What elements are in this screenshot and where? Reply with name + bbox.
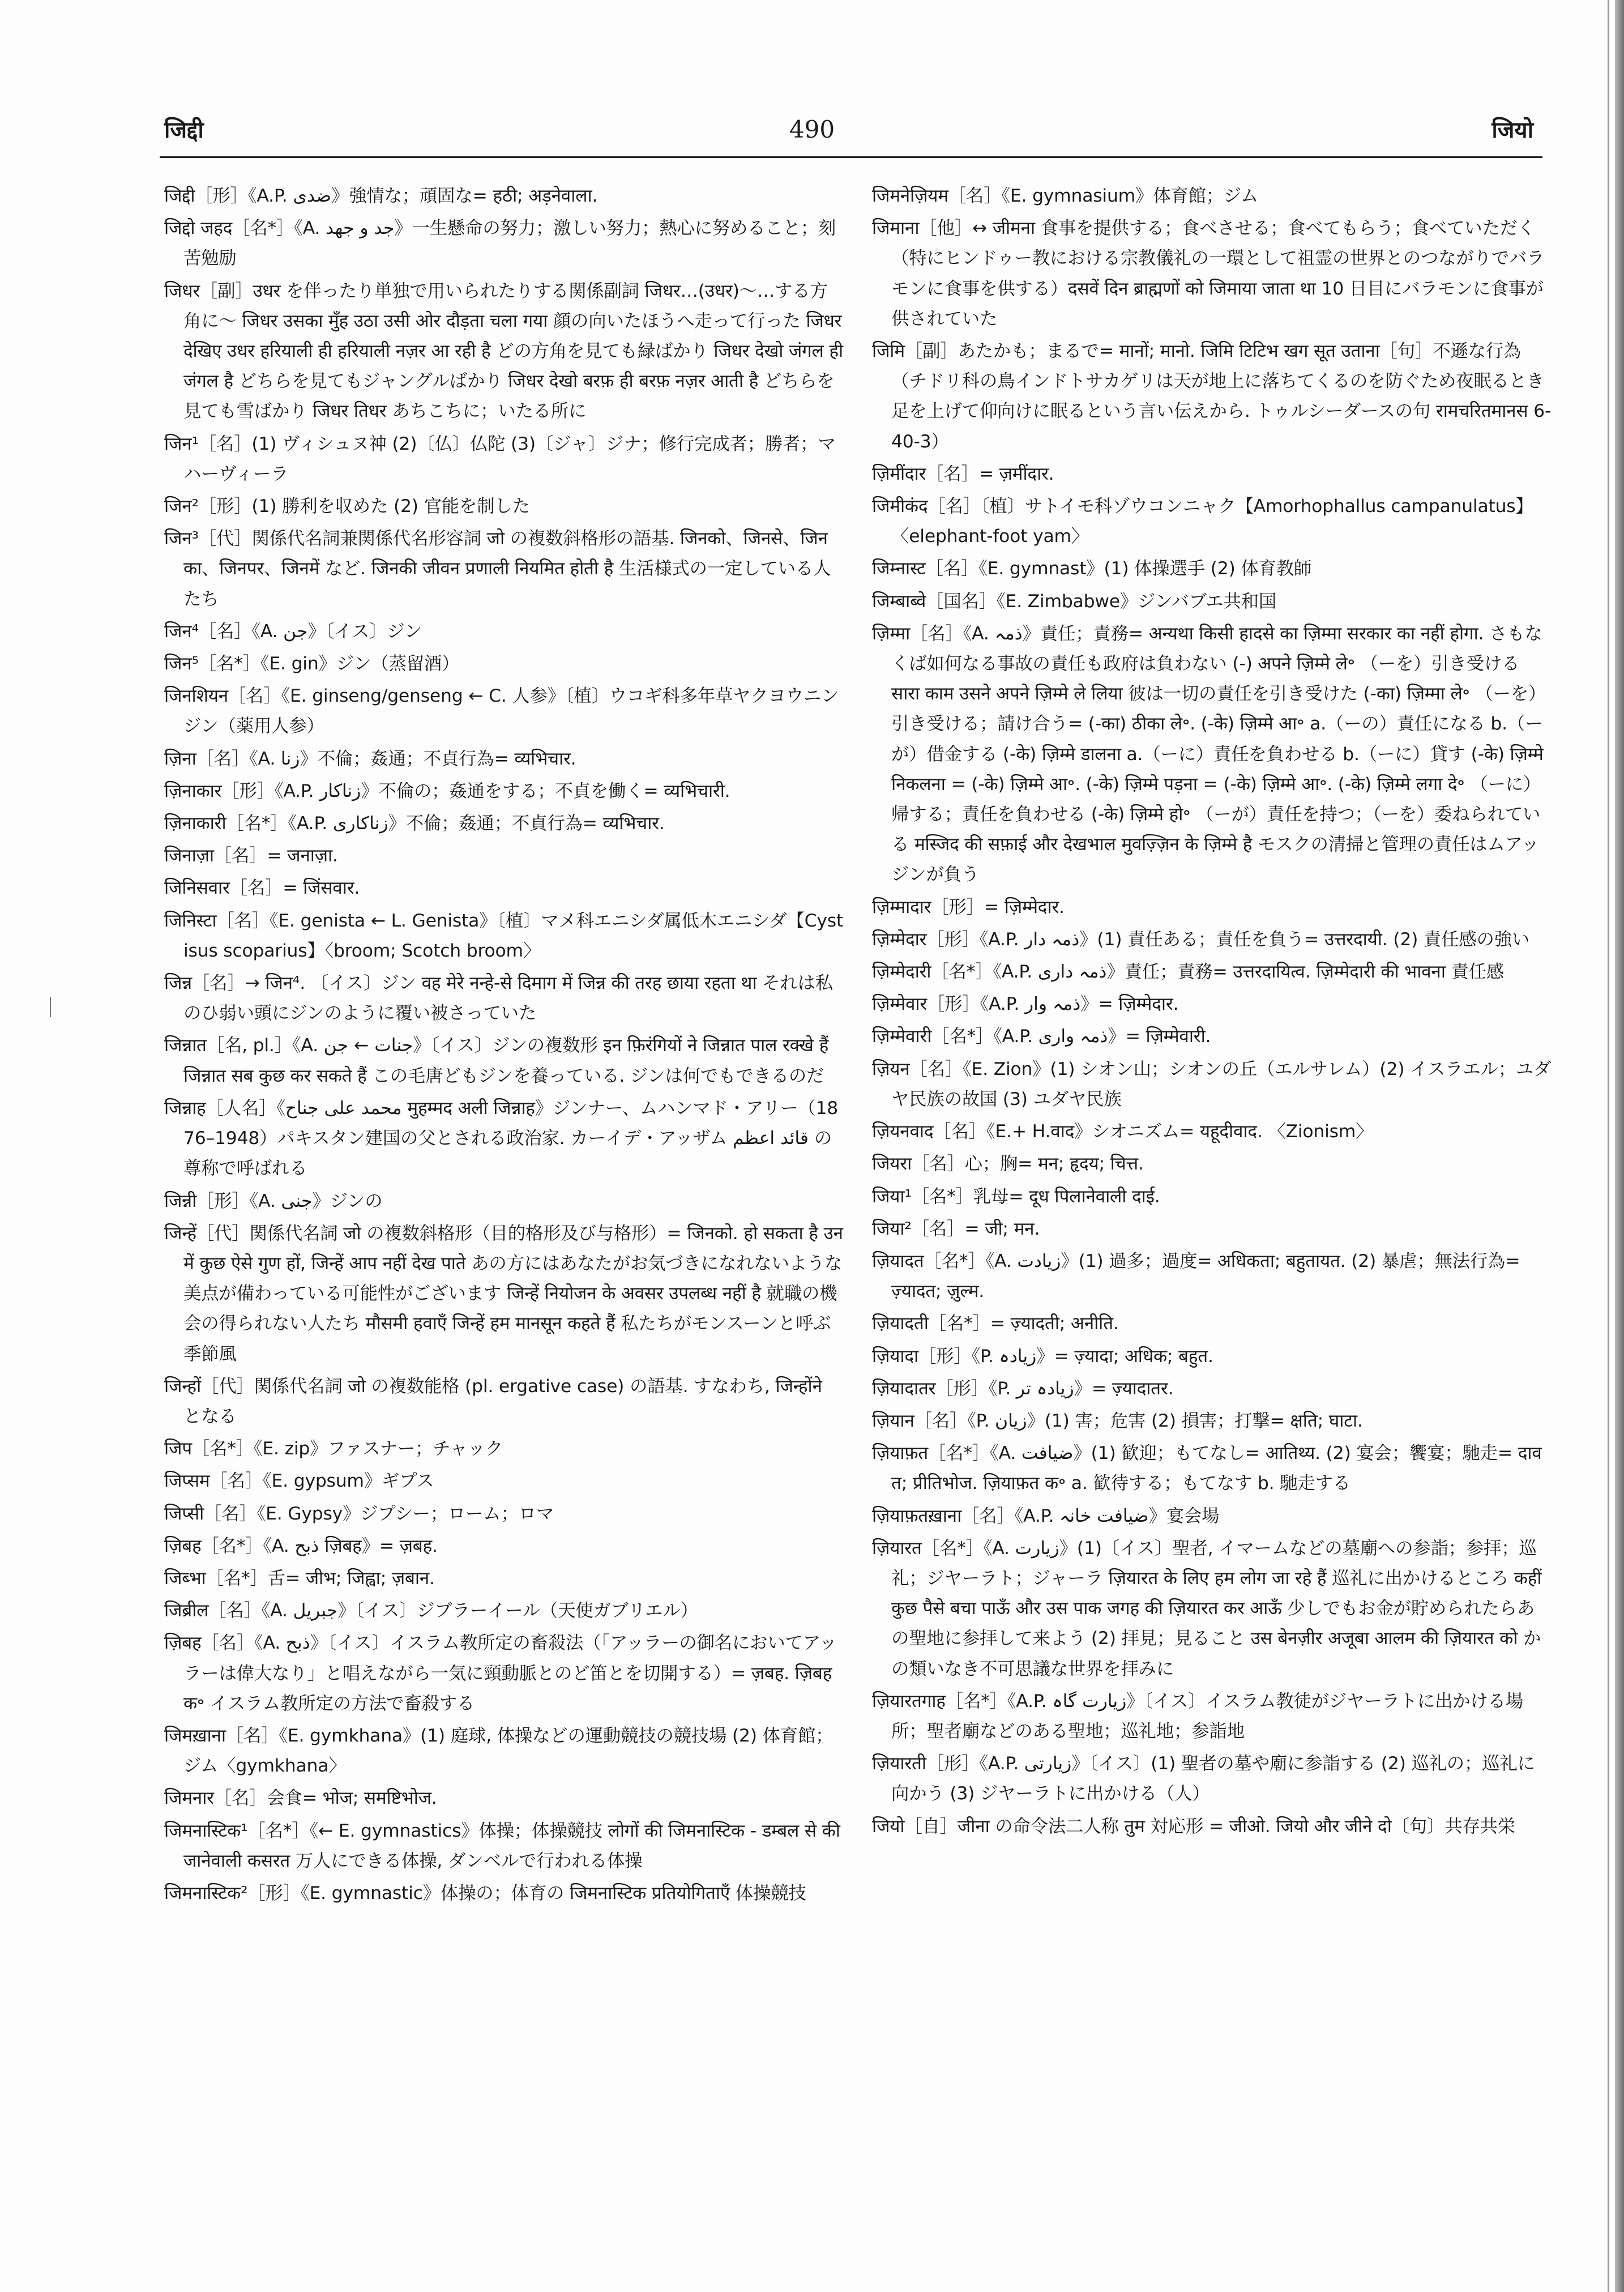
dictionary-entry: ज़िम्मा［名］《A. ذمہ》責任；責務= अन्यथा किसी हादसे का ज़िम्मा सरकार का नहीं होगा. さもなくば如何なる事故の責任も政府は負わない (-) अपने ज़िम्मे ले॰ （ーを）引き受ける सारा काम उसने अपने ज़िम्मे ले लिया 彼は一切の責任を引き受けた (-का) ज़िम्मा ले॰ （ーを）引き受ける；請け合う= (-का) ठीका ले॰. (-के) ज़िम्मे आ॰ a.（ーの）責任になる b.（ーが）借金する (-के) ज़िम्मे डालना a.（ーに）責任を負わせる b.（ーに）貸す (-के) ज़िम्मे निकलना = (-के) ज़िम्मे आ॰. (-के) ज़िम्मे पड़ना = (-के) ज़िम्मे आ॰. (-के) ज़िम्मे लगा दे॰ （ーに）帰する；責任を負わせる (-के) ज़िम्मे हो॰ （ーが）責任を持つ；（ーを）委ねられている मस्जिद की सफ़ाई और देखभाल मुवज़्ज़िन के ज़िम्मे है モスクの清掃と管理の責任はムアッジンが負う: [872, 623, 1546, 885]
dictionary-entry: ज़िबह［名*］《A. ذبح ज़िबह》= ज़बह.: [164, 1535, 438, 1556]
dictionary-entry: जिनिस्टा［名］《E. genista ← L. Genista》〔植〕マメ科エニシダ属低木エニシダ【Cystisus scoparius】〈broom; Scotch broom〉: [164, 910, 843, 961]
dictionary-entry: जिन¹［名］(1) ヴィシュヌ神 (2)〔仏〕仏陀 (3)〔ジャ〕ジナ；修行完成者；勝者；マハーヴィーラ: [164, 433, 836, 484]
dictionary-entry: जिया²［名］= जी; मन.: [872, 1218, 1040, 1239]
dictionary-entry: जियरा［名］心；胸= मन; हृदय; चित्त.: [872, 1154, 1144, 1175]
binding-edge: [1615, 0, 1624, 2292]
dictionary-entry: ज़ियाफ़तख़ाना［名］《A.P. ضیافت خانہ》宴会場: [872, 1505, 1220, 1526]
dictionary-entry: ज़िनाकार［形］《A.P. زناکار》不倫の；姦通をする；不貞を働く= व्यभिचारी.: [164, 780, 730, 801]
dictionary-entry: ज़िम्मेदार［形］《A.P. ذمہ دار》(1) 責任ある；責任を負う= उत्तरदायी. (2) 責任感の強い: [872, 929, 1530, 950]
dictionary-entry: जिम्नास्ट［名］《E. gymnast》(1) 体操選手 (2) 体育教師: [872, 558, 1312, 579]
binding-shadow-line: [1608, 0, 1609, 2292]
dictionary-entry: ज़िबह［名］《A. ذبح》〔イス〕イスラム教所定の畜殺法（「アッラーの御名においてアッラーは偉大なり」と唱えながら一気に頸動脈とのど笛とを切開する）= ज़बह. ज़िबह क॰ イスラム教所定の方法で畜殺する: [164, 1633, 837, 1714]
dictionary-entry: ज़िम्मेवारी［名*］《A.P. ذمہ واری》= ज़िम्मेवारी.: [872, 1026, 1211, 1047]
dictionary-entry: ज़ियादातर［形］《P. زیادہ تر》= ज़्यादातर.: [872, 1378, 1174, 1399]
dictionary-entry: जिमनेज़ियम［名］《E. gymnasium》体育館；ジム: [872, 186, 1259, 206]
dictionary-entry: ज़ियान［名］《P. زیان》(1) 害；危害 (2) 損害；打撃= क्षति; घाटा.: [872, 1410, 1363, 1431]
dictionary-entry: जिमनास्टिक¹［名*］《← E. gymnastics》体操；体操競技 लोगों की जिमनास्टिक - डम्बल से की जानेवाली कसरत 万人にできる体操, ダンベルで行われる体操: [164, 1820, 840, 1871]
dictionary-entry: जिप्सम［名］《E. gypsum》ギプス: [164, 1471, 434, 1492]
dictionary-entry: ज़िम्मादार［形］= ज़िम्मेदार.: [872, 897, 1065, 917]
page-number: 490: [789, 116, 835, 143]
dictionary-entry: ज़िना［名］《A. زنا》不倫；姦通；不貞行為= व्यभिचार.: [164, 748, 576, 769]
dictionary-entry: ज़ियादा［形］《P. زیادہ》= ज़्यादा; अधिक; बहुत.: [872, 1346, 1213, 1367]
right-column: [872, 181, 1552, 1842]
dictionary-entry: जिद्दी［形］《A.P. ضدی》強情な；頑固な= हठी; अड़नेवाला.: [164, 186, 598, 206]
dictionary-entry: ज़ियनवाद［名］《E.+ H.वाद》シオニズム= यहूदीवाद. 〈Zionism〉: [872, 1121, 1374, 1142]
dictionary-entry: जिब्भा［名*］舌= जीभ; जिह्वा; ज़बान.: [164, 1568, 435, 1589]
dictionary-entry: जिन्हों［代］関係代名詞 जो の複数能格 (pl. ergative case) の語基. すなわち, जिन्होंने となる: [164, 1376, 822, 1427]
dictionary-entry: जिनिसवार［名］= जिंसवार.: [164, 878, 360, 899]
dictionary-entry: जिमख़ाना［名］《E. gymkhana》(1) 庭球, 体操などの運動競技の競技場 (2) 体育館；ジム〈gymkhana〉: [164, 1725, 834, 1777]
dictionary-entry: जिन³［代］関係代名詞兼関係代名形容詞 जो の複数斜格形の語基. जिनको、जिनसे、जिनका、जिनपर、जिनमें など. जिनकी जीवन प्रणाली नियमित होती है 生活様式の一定している人たち: [164, 528, 831, 609]
dictionary-entry: ज़ियादती［名*］= ज़्यादती; अनीति.: [872, 1313, 1119, 1334]
dictionary-entry: जियो［自］जीना の命令法二人称 तुम 対応形 = जीओ. जियो और जीने दो〔句〕共存共栄: [872, 1816, 1515, 1837]
dictionary-entry: जिद्दो जहद［名*］《A. جد و جهد》一生懸命の努力；激しい努力；熱心に努めること；刻苦勉励: [164, 218, 836, 269]
dictionary-entry: जिन⁵［名*］《E. gin》ジン（蒸留酒）: [164, 654, 460, 675]
dictionary-entry: ज़िम्मेवार［形］《A.P. ذمہ وار》= ज़िम्मेदार.: [872, 994, 1179, 1015]
dictionary-entry: ज़ियादत［名*］《A. زیادت》(1) 過多；過度= अधिकता; बहुतायत. (2) 暴虐；無法行為= ज़्यादत; ज़ुल्म.: [872, 1250, 1520, 1302]
dictionary-entry: ज़ियारतगाह［名*］《A.P. زیارت گاہ》〔イス〕イスラム教徒がジヤーラトに出かける場所；聖者廟などのある聖地；巡礼地；参詣地: [872, 1691, 1524, 1742]
dictionary-entry: ज़ियारती［形］《A.P. زیارتی》〔イス〕(1) 聖者の墓や廟に参詣する (2) 巡礼の；巡礼に向かう (3) ジヤーラトに出かける（人）: [872, 1753, 1535, 1804]
left-guide-word: जिद्दी: [164, 117, 204, 143]
dictionary-entry: जिनाज़ा［名］= जनाज़ा.: [164, 846, 338, 867]
dictionary-entry: ज़ियारत［名*］《A. زیارت》(1)〔イス〕聖者, イマームなどの墓廟への参詣；参拝；巡礼；ジヤーラト；ジャーラ ज़ियारत के लिए हम लोग जा रहे हैं 巡礼に出かけるところ कहीं कुछ पैसे बचा पाऊँ और उस पाक जगह की ज़ियारत कर आऊँ 少しでもお金が貯められたらあの聖地に参拝して来よう (2) 拝見；見ること उस बेनज़ीर अजूबा आलम की ज़ियारत को かの類いなき不可思議な世界を拝みに: [872, 1538, 1542, 1679]
margin-mark: [50, 997, 51, 1017]
dictionary-entry: जिन्नात［名, pl.］《A. جنات ← جن》〔イス〕ジンの複数形 इन फ़िरंगियों ने जिन्नात पाल रक्खे हैं जिन्नात सब कुछ कर सकते हैं この毛唐どもジンを養っている. ジンは何でもできるのだ: [164, 1035, 829, 1086]
dictionary-entry: जिमनास्टिक²［形］《E. gymnastic》体操の；体育の जिमनास्टिक प्रतियोगिताएँ 体操競技: [164, 1883, 806, 1903]
dictionary-entry: ज़ियाफ़त［名*］《A. ضیافت》(1) 歓迎；もてなし= आतिथ्य. (2) 宴会；饗宴；馳走= दावत; प्रीतिभोज. ज़ियाफ़त क॰ a. 歓待する；もてなす b. 馳走する: [872, 1443, 1542, 1494]
dictionary-entry: जिन²［形］(1) 勝利を収めた (2) 官能を制した: [164, 496, 530, 517]
dictionary-entry: जिमीकंद［名］〔植〕サトイモ科ゾウコンニャク【Amorhophallus campanulatus】〈elephant-foot yam〉: [872, 496, 1533, 547]
dictionary-entry: जिन्नी［形］《A. جنی》ジンの: [164, 1190, 383, 1211]
dictionary-entry: जिधर［副］उधर を伴ったり単独で用いられたりする関係副詞 जिधर…(उधर)～…する方角に～ जिधर उसका मुँह उठा उसी ओर दौड़ता चला गया 顔の向いたほうへ走って行った जिधर देखिए उधर हरियाली ही हरियाली नज़र आ रही है どの方角を見ても緑ばかり जिधर देखो जंगल ही जंगल है どちらを見てもジャングルばかり जिधर देखो बरफ़ ही बरफ़ नज़र आती है どちらを見ても雪ばかり जिधर तिधर あちこちに；いたる所に: [164, 280, 843, 422]
dictionary-entry: जिमनार［名］会食= भोज; समष्टिभोज.: [164, 1788, 437, 1809]
dictionary-entry: ज़िमींदार［名］= ज़मींदार.: [872, 463, 1054, 484]
dictionary-entry: जिन⁴［名］《A. جن》〔イス〕ジン: [164, 621, 422, 642]
dictionary-entry: ज़िनाकारी［名*］《A.P. زناکاری》不倫；姦通；不貞行為= व्यभिचार.: [164, 813, 665, 834]
header-rule: [160, 156, 1542, 158]
dictionary-entry: जिन्न［名］→ जिन⁴. 〔イス〕ジン वह मेरे नन्हे-से दिमाग में जिन्न की तरह छाया रहता था それは私のひ弱い頭にジンのように覆い被さっていた: [164, 973, 833, 1024]
dictionary-entry: जिप्सी［名］《E. Gypsy》ジプシー；ローム；ロマ: [164, 1503, 554, 1524]
dictionary-entry: जिन्नाह［人名］《محمد علی جناح मुहम्मद अली जिन्नाह》ジンナー、ムハンマド・アリー（1876–1948）パキスタン建国の父とされる政治家. カーイデ・アッザム قائد اعظم の尊称で呼ばれる: [164, 1098, 839, 1179]
dictionary-entry: जिमि［副］あたかも；まるで= मानों; मानो. जिमि टिटिभ खग सूत उताना［句］不遜な行為（チドリ科の鳥インドトサカゲリは天が地上に落ちてくるのを防ぐため夜眠るとき足を上げて仰向けに眠るという言い伝えから. トゥルシーダースの句 रामचरितमानस 6-40-3）: [872, 341, 1552, 452]
dictionary-entry: जिनशियन［名］《E. ginseng/genseng ← C. 人参》〔植〕ウコギ科多年草ヤクヨウニンジン（薬用人参）: [164, 686, 839, 737]
dictionary-entry: जिप［名*］《E. zip》ファスナー；チャック: [164, 1439, 503, 1459]
dictionary-entry: जिमाना［他］↔ जीमना 食事を提供する；食べさせる；食べてもらう；食べていただく（特にヒンドゥー教における宗教儀礼の一環として祖霊の世界とのつながりでバラモンに食事を供する）दसवें दिन ब्राह्मणों को जिमाया जाता था 10 日目にバラモンに食事が供されていた: [872, 218, 1545, 329]
dictionary-entry: ज़िम्मेदारी［名*］《A.P. ذمہ داری》責任；責務= उत्तरदायित्व. ज़िम्मेदारी की भावना 責任感: [872, 962, 1505, 983]
dictionary-entry: जिया¹［名*］乳母= दूध पिलानेवाली दाई.: [872, 1186, 1160, 1207]
left-column: [164, 181, 844, 1909]
dictionary-entry: जिम्बाब्वे［国名］《E. Zimbabwe》ジンバブエ共和国: [872, 591, 1277, 612]
right-guide-word: जियो: [1491, 117, 1533, 143]
dictionary-entry: जिन्हें［代］関係代名詞 जो の複数斜格形（目的格形及び与格形）= जिनको. हो सकता है उनमें कुछ ऐसे गुण हों, जिन्हें आप नहीं देख पाते あの方にはあなたがお気づきになれないような美点が備わっている可能性がございます जिन्हें नियोजन के अवसर उपलब्ध नहीं है 就職の機会の得られない人たち मौसमी हवाएँ जिन्हें हम मानसून कहते हैं 私たちがモンスーンと呼ぶ季節風: [164, 1223, 843, 1364]
dictionary-entry: ज़ियन［名］《E. Zion》(1) シオン山；シオンの丘（エルサレム）(2) イスラエル；ユダヤ民族の故国 (3) ユダヤ民族: [872, 1058, 1552, 1109]
dictionary-entry: जिब्रील［名］《A. جبریل》〔イス〕ジブラーイール（天使ガブリエル）: [164, 1600, 698, 1621]
